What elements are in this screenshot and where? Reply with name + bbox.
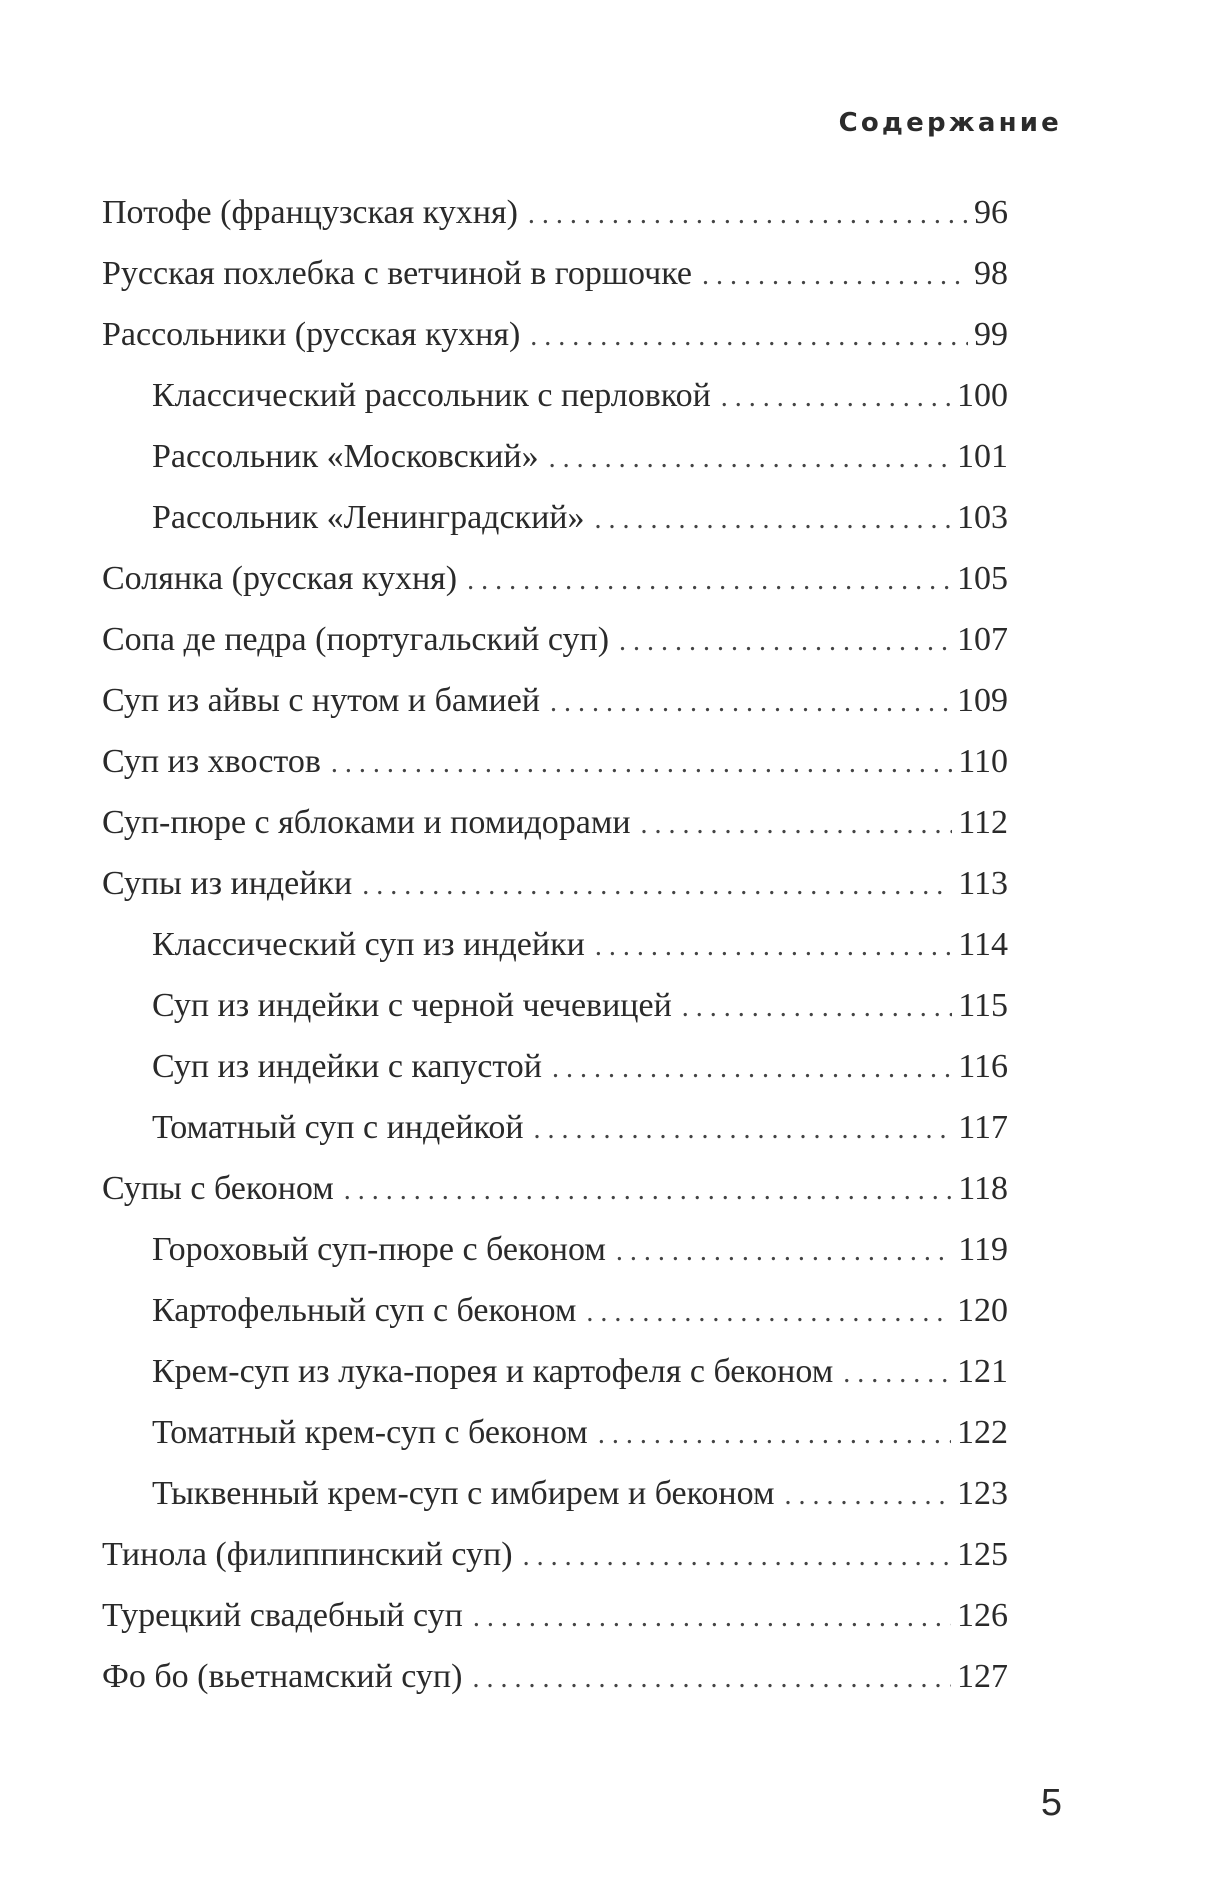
toc-entry[interactable] [102,1463,1008,1524]
toc-entry-page: 110 [958,743,1008,780]
toc-entry-page: 113 [958,865,1008,902]
toc-entry[interactable] [102,1646,1008,1707]
toc-entry-page: 121 [957,1353,1008,1390]
dot-leader [472,1648,951,1709]
toc-entry-title: Супы с беконом [102,1170,334,1207]
dot-leader [467,550,951,611]
running-head: Содержание [838,108,1062,138]
toc-entry[interactable] [102,1036,1008,1097]
toc-entry[interactable] [102,304,1008,365]
toc-entry-page: 126 [957,1597,1008,1634]
toc-entry[interactable] [102,731,1008,792]
toc-entry-title: Турецкий свадебный суп [102,1597,463,1634]
toc-entry[interactable] [102,182,1008,243]
toc-entry-title: Фо бо (вьетнамский суп) [102,1658,463,1695]
toc-entry-page: 120 [957,1292,1008,1329]
dot-leader [473,1587,951,1648]
toc-entry-title: Тинола (филиппинский суп) [102,1536,513,1573]
page-number: 5 [1040,1782,1062,1824]
dot-leader [534,1099,953,1160]
toc-entry-title: Сопа де педра (португальский суп) [102,621,610,658]
toc-entry-page: 101 [957,438,1008,475]
dot-leader [616,1221,952,1282]
toc-entry-title: Картофельный суп с беконом [152,1292,577,1329]
toc-entry[interactable] [102,792,1008,853]
toc-entry-page: 109 [957,682,1008,719]
toc-entry-title: Томатный суп с индейкой [152,1109,524,1146]
dot-leader [549,428,951,489]
toc-entry-page: 119 [958,1231,1008,1268]
toc-entry-title: Солянка (русская кухня) [102,560,458,597]
dot-leader [344,1160,952,1221]
dot-leader [843,1343,951,1404]
toc-entry[interactable] [102,365,1008,426]
dot-leader [550,672,951,733]
toc-entry[interactable] [102,548,1008,609]
toc-entry-title: Крем-суп из лука-порея и картофеля с беконом [152,1353,834,1390]
toc-entry-title: Томатный крем-суп с беконом [152,1414,588,1451]
dot-leader [362,855,952,916]
dot-leader [682,977,952,1038]
toc-entry-page: 99 [974,316,1008,353]
toc-entry[interactable] [102,975,1008,1036]
dot-leader [619,611,951,672]
dot-leader [530,306,968,367]
dot-leader [331,733,952,794]
toc-entry[interactable] [102,1097,1008,1158]
dot-leader [523,1526,951,1587]
toc-entry-title: Суп из индейки с капустой [152,1048,542,1085]
toc-entry[interactable] [102,670,1008,731]
toc-entry-title: Суп из индейки с черной чечевицей [152,987,672,1024]
toc-entry-title: Классический рассольник с перловкой [152,377,711,414]
toc-entry-page: 125 [957,1536,1008,1573]
dot-leader [586,1282,951,1343]
dot-leader [552,1038,952,1099]
toc-entry-page: 127 [957,1658,1008,1695]
table-of-contents [102,182,1008,1707]
toc-entry-page: 105 [957,560,1008,597]
toc-entry-title: Русская похлебка с ветчиной в горшочке [102,255,693,292]
toc-entry-page: 100 [957,377,1008,414]
dot-leader [721,367,951,428]
dot-leader [594,489,951,550]
toc-entry[interactable] [102,1219,1008,1280]
toc-entry-title: Суп из хвостов [102,743,321,780]
toc-entry-page: 112 [958,804,1008,841]
toc-entry-title: Суп-пюре с яблоками и помидорами [102,804,631,841]
toc-entry-title: Тыквенный крем-суп с имбирем и беконом [152,1475,775,1512]
toc-entry-title: Суп из айвы с нутом и бамией [102,682,540,719]
toc-entry-page: 114 [958,926,1008,963]
toc-entry-page: 103 [957,499,1008,536]
toc-entry[interactable] [102,1341,1008,1402]
toc-entry-page: 98 [974,255,1008,292]
toc-entry[interactable] [102,853,1008,914]
dot-leader [641,794,953,855]
toc-entry-page: 118 [958,1170,1008,1207]
dot-leader [528,184,968,245]
toc-entry-title: Классический суп из индейки [152,926,585,963]
toc-entry-title: Рассольник «Ленинградский» [152,499,585,536]
toc-entry-title: Рассольник «Московский» [152,438,539,475]
dot-leader [598,1404,951,1465]
toc-entry[interactable] [102,1158,1008,1219]
toc-entry-page: 107 [957,621,1008,658]
toc-entry-title: Супы из индейки [102,865,353,902]
toc-entry-page: 117 [958,1109,1008,1146]
toc-entry-page: 115 [958,987,1008,1024]
toc-entry[interactable] [102,1585,1008,1646]
dot-leader [785,1465,952,1526]
toc-entry-page: 123 [957,1475,1008,1512]
dot-leader [702,245,968,306]
toc-entry[interactable] [102,609,1008,670]
toc-entry-page: 116 [958,1048,1008,1085]
toc-entry[interactable] [102,1402,1008,1463]
toc-entry[interactable] [102,426,1008,487]
toc-entry-title: Гороховый суп-пюре с беконом [152,1231,606,1268]
toc-entry[interactable] [102,914,1008,975]
toc-entry[interactable] [102,487,1008,548]
toc-entry-title: Потофе (французская кухня) [102,194,518,231]
toc-entry-page: 122 [957,1414,1008,1451]
toc-entry-title: Рассольники (русская кухня) [102,316,521,353]
toc-entry-page: 96 [974,194,1008,231]
toc-entry[interactable] [102,1524,1008,1585]
toc-entry[interactable] [102,243,1008,304]
dot-leader [595,916,952,977]
toc-entry[interactable] [102,1280,1008,1341]
